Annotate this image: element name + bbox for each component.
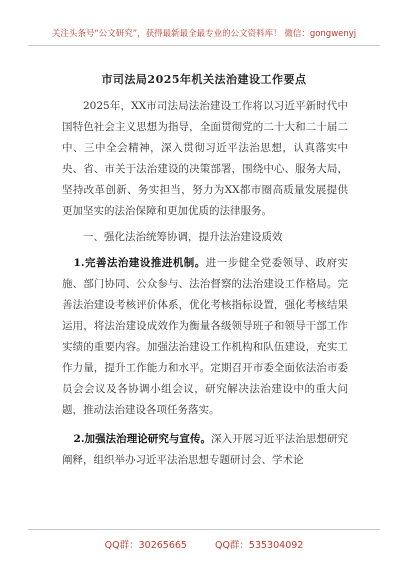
intro-paragraph: 2025年，XX市司法局法治建设工作将以习近平新时代中国特色社会主义思想为指导，全面贯彻党的二十大和二十届二中、三中全会精神，深入贯彻习近平法治思想，认真落实中央、省、市关于法治建设的决策部署，围绕中心、服务大局，坚持改革创新、务实担当，努力为XX都市圈高质量发展提供更加坚实的法治保障和更加优质的法律服务。 [62, 100, 348, 217]
footer-qq-group-2: QQ群：535304092 [214, 540, 304, 551]
footer [0, 537, 408, 551]
item-2 [62, 429, 348, 471]
document-title: 市司法局2025年机关法治建设工作要点 [101, 73, 307, 86]
section-heading-1: 一、强化法治统筹协调，提升法治建设质效 [83, 231, 283, 243]
item-1-body: 进一步健全党委领导、政府实施、部门协同、公众参与、法治督察的法治建设工作格局。完善法治建设考核评价体系，优化考核指标设置，强化考核结果运用，将法治建设成效作为衡量各级领导班子和领导干部工作实绩的重要内容。加强法治建设工作机构和队伍建设，充实工作力量，提升工作能力和水平。定期召开市委全面依法治市委员会会议及各协调小组会议，研究解决法治建设中的重大问题，推动法治建设各项任务落实。 [62, 257, 348, 416]
item-1 [62, 253, 348, 421]
item-2-body: 深入开展习近平法治思想研究阐释，组织举办习近平法治思想专题研讨会、学术论 [62, 433, 349, 466]
footer-divider [28, 529, 380, 530]
document-body [62, 96, 348, 479]
header-divider [28, 45, 380, 46]
header-banner: 关注头条号“公文研究”，获得最新最全最专业的公文资料库！ 微信：gongwenyj [51, 29, 357, 39]
item-2-heading: 2.加强法治理论研究与宣传。 [73, 433, 212, 445]
footer-qq-group-1: QQ群：30265665 [104, 540, 187, 551]
item-1-heading: 1.完善法治建设推进机制。 [73, 257, 206, 269]
